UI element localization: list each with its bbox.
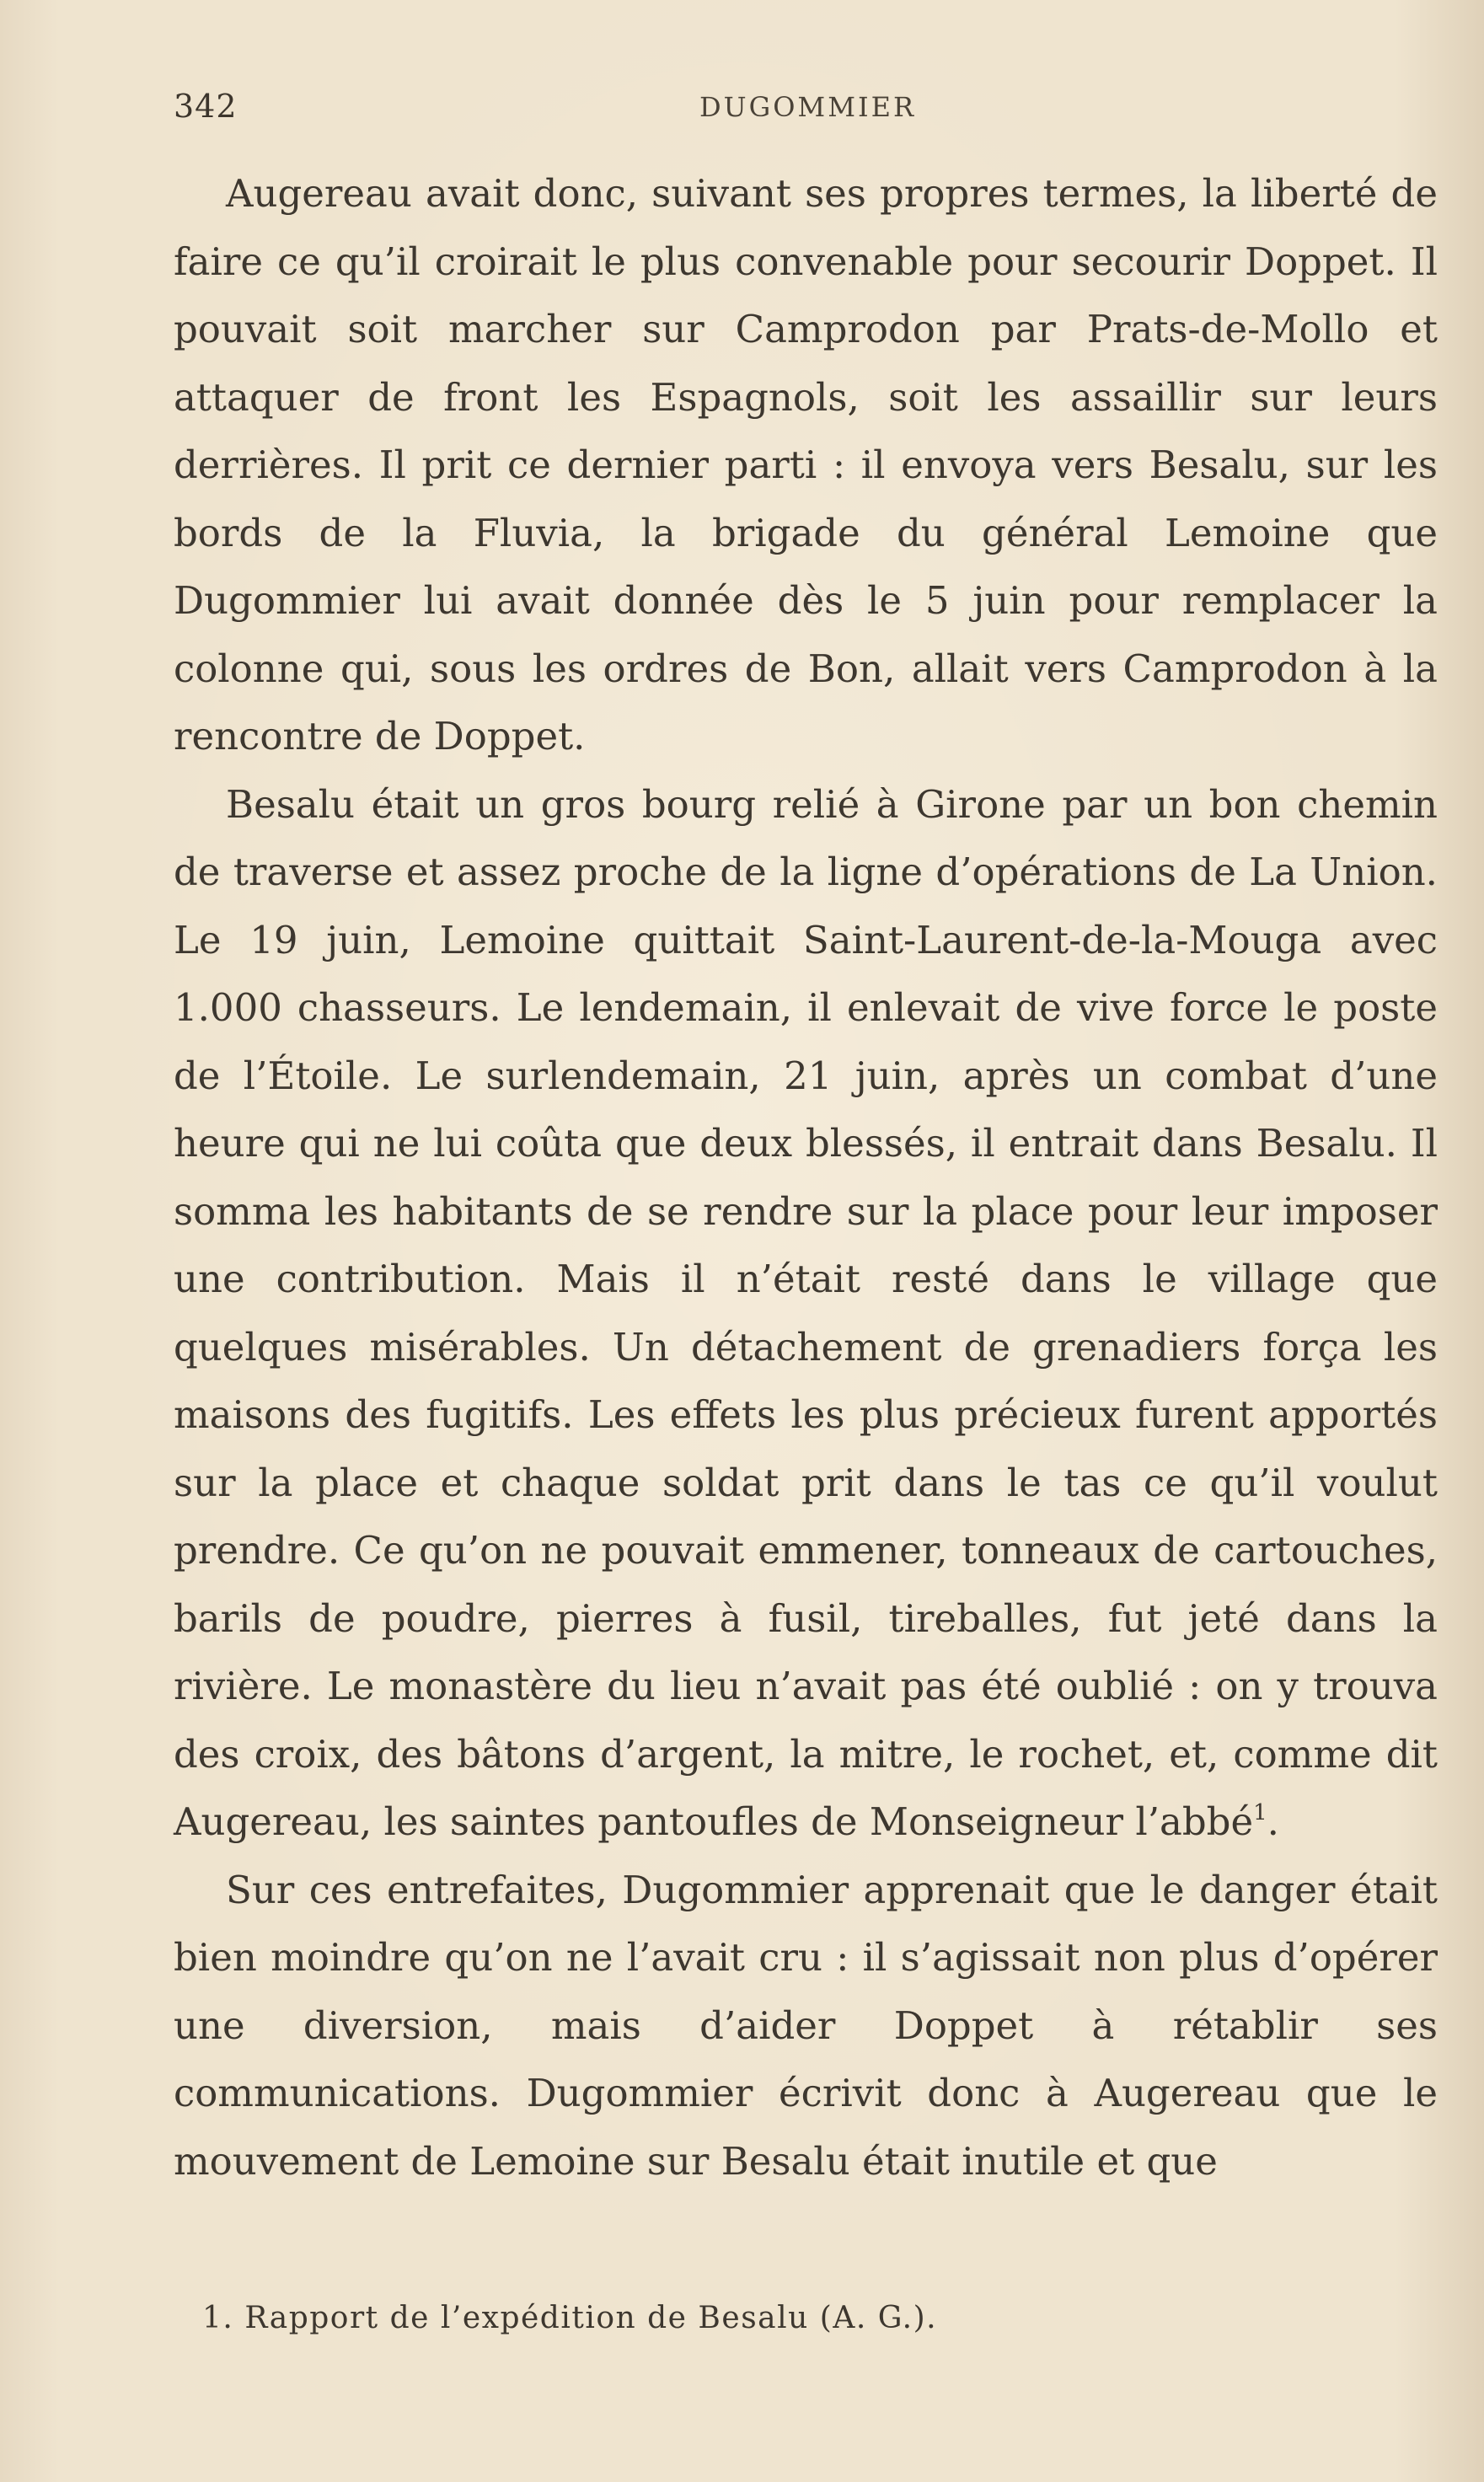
footnote-text: Rapport de l’expédition de Besalu (A. G.). (244, 2301, 938, 2335)
running-title: DUGOMMIER (699, 91, 917, 123)
paragraph (174, 771, 1438, 1857)
footnote-number: 1. (202, 2301, 234, 2335)
paragraph-text: Sur ces entrefaites, Dugommier apprenait que le danger était bien moindre qu’on ne l’avait cru : il s’agissait non plus d’opérer une diversion, mais d’aider Doppet à rétablir ses communications. Dugommier écrivit donc à Augereau que le mouvement de Lemoine sur Besalu était inutile et que (174, 1867, 1438, 2184)
footnote-reference[interactable]: 1 (1253, 1800, 1267, 1825)
footnote (202, 2301, 1382, 2335)
paragraph-text: Besalu était un gros bourg relié à Girone par un bon chemin de traverse et assez proche de la ligne d’opérations de La Union. Le 19 juin, Lemoine quittait Saint-Laurent-de-la-Mouga avec 1.000 chasseurs. Le lendemain, il enlevait de vive force le poste de l’Étoile. Le surlendemain, 21 juin, après un combat d’une heure qui ne lui coûta que deux blessés, il entrait dans Besalu. Il somma les habitants de se rendre sur la place pour leur imposer une contribution. Mais il n’était resté dans le village que quelques misérables. Un détachement de grenadiers força les maisons des fugitifs. Les effets les plus précieux furent apportés sur la place et chaque soldat prit dans le tas ce qu’il voulut prendre. Ce qu’on ne pouvait emmener, tonneaux de cartouches, barils de poudre, pierres à fusil, tireballes, fut jeté dans la rivière. Le monastère du lieu n’avait pas été oublié : on y trouva des croix, des bâtons d’argent, la mitre, le rochet, et, comme dit Augereau, les saintes pantoufles de Monseigneur l’abbé (174, 781, 1438, 1844)
running-head (174, 88, 1438, 130)
body-text (174, 160, 1438, 2195)
paragraph-text-end: . (1267, 1799, 1279, 1844)
paragraph (174, 1857, 1438, 2196)
page-number: 342 (174, 88, 238, 125)
paragraph-text: Augereau avait donc, suivant ses propres termes, la liberté de faire ce qu’il croirait le plus convenable pour secourir Doppet. Il pouvait soit marcher sur Camprodon par Prats-de-Mollo et attaquer de front les Espagnols, soit les assaillir sur leurs derrières. Il prit ce dernier parti : il envoya vers Besalu, sur les bords de la Fluvia, la brigade du général Lemoine que Dugommier lui avait donnée dès le 5 juin pour remplacer la colonne qui, sous les ordres de Bon, allait vers Camprodon à la rencontre de Doppet. (174, 171, 1438, 759)
paragraph (174, 160, 1438, 771)
